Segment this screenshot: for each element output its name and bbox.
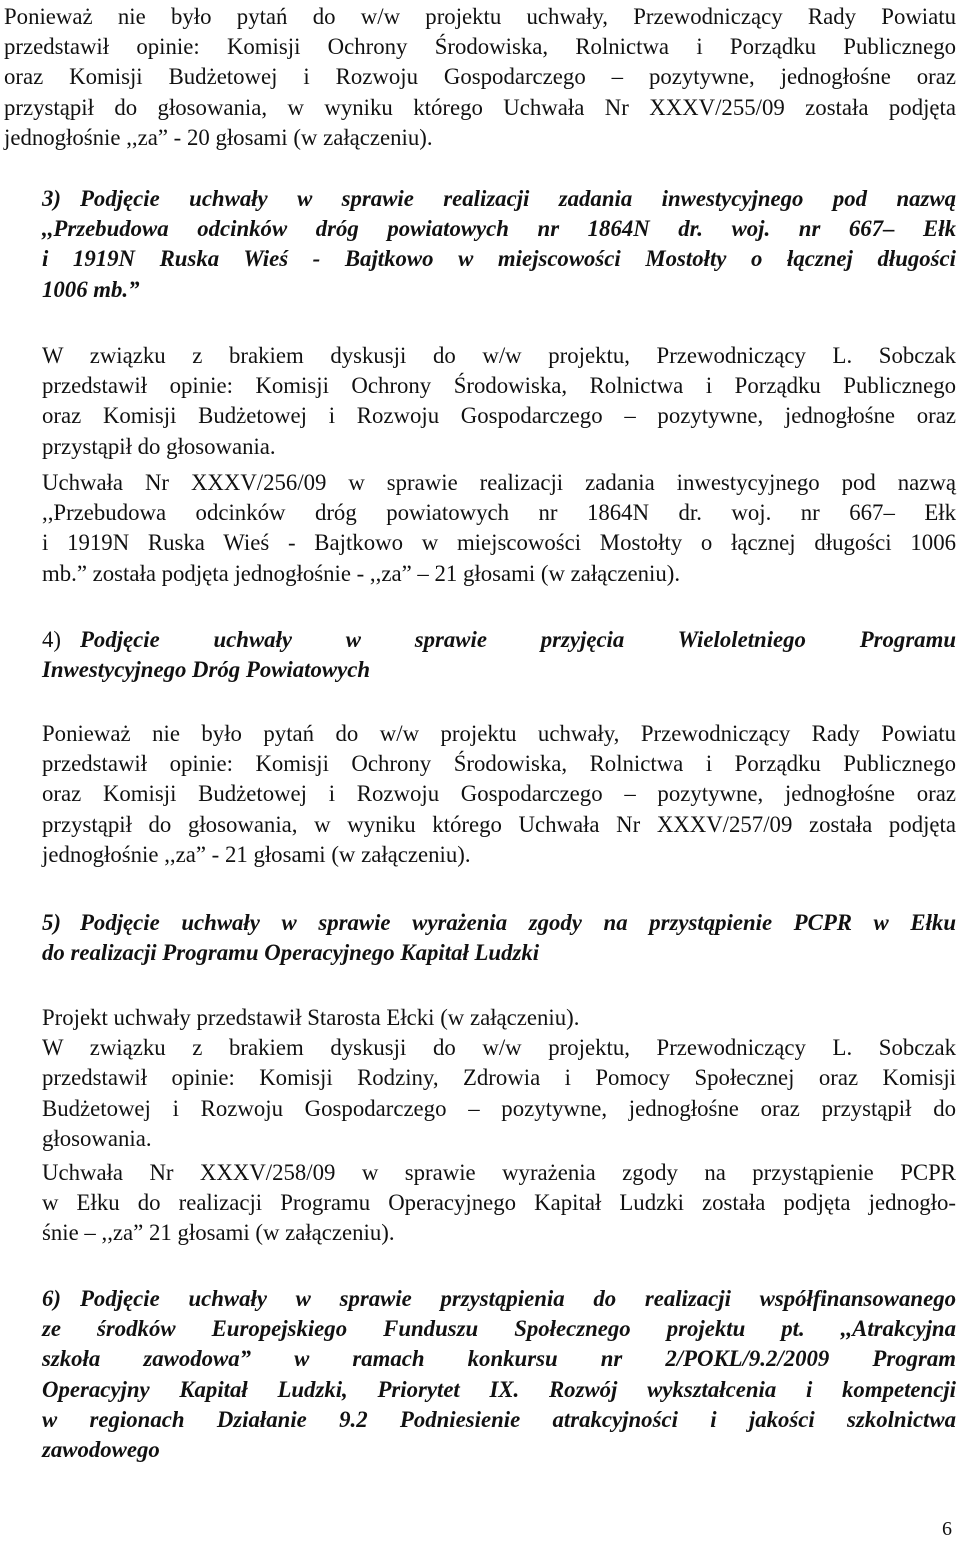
text-line: przystąpił do głosowania. — [42, 433, 276, 459]
heading-line: 1006 mb.” — [42, 276, 140, 302]
text-line: W związku z brakiem dyskusji do w/w projektu, Przewodniczący L. Sobczak — [42, 1035, 956, 1061]
text-line: jednogłośnie ,,za” - 21 głosami (w załączeniu). — [42, 841, 471, 867]
item-number: 3) — [42, 186, 61, 211]
heading-line: Operacyjny Kapitał Ludzki, Priorytet IX. Rozwój wykształcenia i kompetencji — [42, 1376, 956, 1402]
paragraph-resolution-256 — [0, 468, 960, 589]
text-line: przedstawił opinie: Komisji Ochrony Środowiska, Rolnictwa i Porządku Publicznego — [42, 751, 956, 777]
heading-line: do realizacji Programu Operacyjnego Kapitał Ludzki — [42, 940, 540, 966]
text-line: przedstawił opinie: Komisji Ochrony Środowiska, Rolnictwa i Porządku Publicznego — [4, 34, 956, 60]
text-line: oraz Komisji Budżetowej i Rozwoju Gospodarczego – pozytywne, jednogłośne oraz — [42, 403, 956, 429]
item-number: 6) — [42, 1286, 61, 1311]
text-line: mb.” została podjęta jednogłośnie - ,,za” – 21 głosami (w załączeniu). — [42, 560, 681, 586]
heading-line: zawodowego — [42, 1437, 160, 1463]
heading-line: Podjęcie uchwały w sprawie realizacji zadania inwestycyjnego pod nazwą — [80, 186, 956, 211]
text-line: przedstawił opinie: Komisji Rodziny, Zdrowia i Pomocy Społecznej oraz Komisji — [42, 1065, 956, 1091]
heading-line: szkoła zawodowa” w ramach konkursu nr 2/POKL/9.2/2009 Program — [42, 1346, 956, 1372]
text-line: przedstawił opinie: Komisji Ochrony Środowiska, Rolnictwa i Porządku Publicznego — [42, 373, 956, 399]
heading-line: Podjęcie uchwały w sprawie przystąpienia do realizacji współfinansowanego — [80, 1286, 956, 1311]
text-line: śnie – ,,za” 21 głosami (w załączeniu). — [42, 1220, 395, 1246]
agenda-item-5-heading — [0, 908, 960, 968]
text-line: W związku z brakiem dyskusji do w/w projektu, Przewodniczący L. Sobczak — [42, 343, 956, 368]
text-line: Projekt uchwały przedstawił Starosta Ełcki (w załączeniu). — [42, 1005, 580, 1030]
paragraph-discussion-5 — [0, 1003, 960, 1154]
text-line: przystąpił do głosowania, w wyniku którego Uchwała Nr XXXV/257/09 została podjęta — [42, 811, 956, 837]
text-line: ,,Przebudowa odcinków dróg powiatowych nr 1864N dr. woj. nr 667– Ełk — [42, 500, 956, 526]
heading-line: i 1919N Ruska Wieś - Bajtkowo w miejscowości Mostołty o łącznej długości — [42, 246, 956, 272]
text-line: Ponieważ nie było pytań do w/w projektu uchwały, Przewodniczący Rady Powiatu — [42, 721, 956, 746]
item-number: 4) — [42, 627, 61, 652]
agenda-item-6-heading — [0, 1284, 960, 1465]
heading-line: Podjęcie uchwały w sprawie przyjęcia Wieloletniego Programu — [80, 627, 956, 652]
text-line: w Ełku do realizacji Programu Operacyjnego Kapitał Ludzki została podjęta jednogło- — [42, 1190, 956, 1216]
heading-line: w regionach Działanie 9.2 Podniesienie atrakcyjności i jakości szkolnictwa — [42, 1406, 956, 1432]
text-line: Uchwała Nr XXXV/258/09 w sprawie wyrażenia zgody na przystąpienie PCPR — [42, 1160, 956, 1185]
agenda-item-3-heading — [0, 184, 960, 305]
text-line: Ponieważ nie było pytań do w/w projektu uchwały, Przewodniczący Rady Powiatu — [4, 4, 956, 29]
text-line: jednogłośnie ,,za” - 20 głosami (w załączeniu). — [4, 124, 433, 150]
paragraph-resolution-255 — [0, 2, 960, 153]
heading-line: ze środków Europejskiego Funduszu Społecznego projektu pt. ,,Atrakcyjna — [42, 1316, 956, 1342]
text-line: Uchwała Nr XXXV/256/09 w sprawie realizacji zadania inwestycyjnego pod nazwą — [42, 470, 956, 495]
text-line: głosowania. — [42, 1125, 152, 1151]
text-line: i 1919N Ruska Wieś - Bajtkowo w miejscowości Mostołty o łącznej długości 1006 — [42, 530, 956, 556]
paragraph-resolution-258 — [0, 1158, 960, 1249]
text-line: oraz Komisji Budżetowej i Rozwoju Gospodarczego – pozytywne, jednogłośne oraz — [42, 781, 956, 807]
paragraph-resolution-257 — [0, 719, 960, 870]
item-number: 5) — [42, 910, 61, 935]
page-number: 6 — [942, 1518, 952, 1540]
heading-line: Inwestycyjnego Dróg Powiatowych — [42, 657, 371, 683]
text-line: oraz Komisji Budżetowej i Rozwoju Gospodarczego – pozytywne, jednogłośne oraz — [4, 64, 956, 90]
heading-line: ,,Przebudowa odcinków dróg powiatowych nr 1864N dr. woj. nr 667– Ełk — [42, 216, 956, 242]
text-line: przystąpił do głosowania, w wyniku którego Uchwała Nr XXXV/255/09 została podjęta — [4, 94, 956, 120]
text-line: Budżetowej i Rozwoju Gospodarczego – pozytywne, jednogłośne oraz przystąpił do — [42, 1095, 956, 1121]
agenda-item-4-heading — [0, 625, 960, 685]
heading-line: Podjęcie uchwały w sprawie wyrażenia zgody na przystąpienie PCPR w Ełku — [80, 910, 956, 935]
paragraph-discussion-3 — [0, 341, 960, 462]
